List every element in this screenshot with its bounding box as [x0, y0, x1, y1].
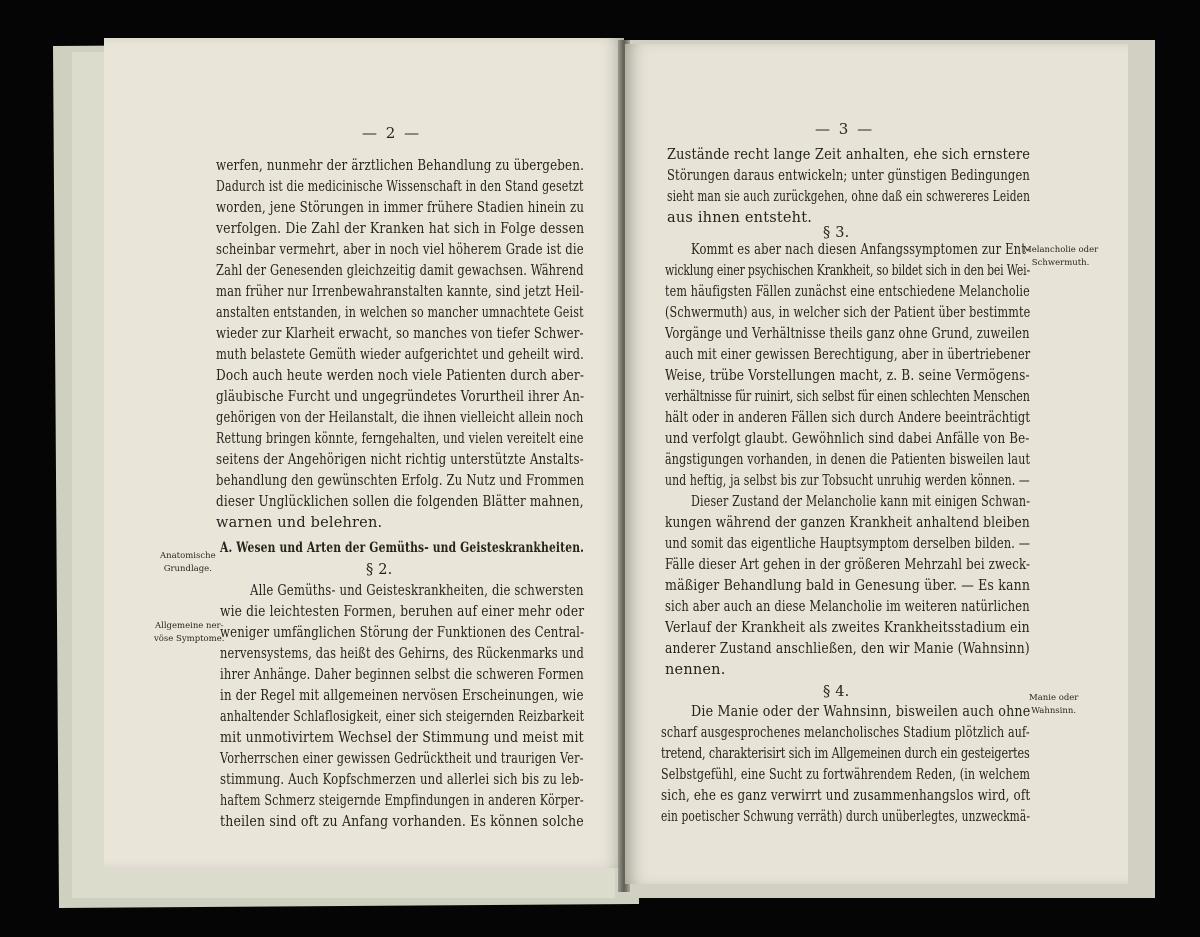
text-line: nervensystems, das heißt des Gehirns, des Rückenmarks und: [220, 646, 584, 662]
section-mark: § 2.: [366, 562, 393, 578]
text-line: Doch auch heute werden noch viele Patienten durch aber-: [216, 368, 585, 384]
text-line: Fälle dieser Art gehen in der größeren Mehrzahl bei zweck-: [665, 557, 1031, 573]
text-line: scharf ausgesprochenes melancholisches Stadium plötzlich auf-: [661, 725, 1030, 741]
left-page-number: — 2 —: [362, 124, 422, 142]
text-line: scheinbar vermehrt, aber in noch viel höherem Grade ist die: [216, 242, 584, 258]
text-line: weniger umfänglichen Störung der Funktionen des Central-: [220, 625, 585, 641]
text-line: seitens der Angehörigen nicht richtig unterstützte Anstalts-: [216, 452, 584, 468]
text-line: Zustände recht lange Zeit anhalten, ehe sich ernstere: [667, 147, 1031, 163]
text-line: nennen.: [665, 662, 726, 678]
text-line: Vorgänge und Verhältnisse theils ganz ohne Grund, zuweilen: [665, 326, 1030, 342]
margin-note-line: Allgemeine ner-: [154, 621, 224, 631]
text-line: in der Regel mit allgemeinen nervösen Erscheinungen, wie: [220, 688, 584, 704]
text-line: aus ihnen entsteht.: [667, 210, 813, 226]
text-line: gläubische Furcht und ungegründetes Vorurtheil ihrer An-: [216, 389, 585, 405]
margin-note-line: Grundlage.: [163, 564, 212, 574]
margin-note-anatomy: [160, 550, 216, 576]
text-line: anhaltender Schlaflosigkeit, einer sich steigernden Reizbarkeit: [220, 709, 585, 725]
text-line: Dadurch ist die medicinische Wissenschaft in den Stand gesetzt: [216, 179, 584, 195]
text-line: mäßiger Behandlung bald in Genesung über. — Es kann: [665, 578, 1031, 594]
left-page: [104, 38, 624, 868]
text-line: mit unmotivirtem Wechsel der Stimmung und meist mit: [220, 730, 584, 746]
text-line: ängstigungen vorhanden, in denen die Patienten bisweilen laut: [665, 452, 1031, 468]
right-page-number: — 3 —: [815, 120, 875, 138]
text-line: dieser Unglücklichen sollen die folgenden Blätter mahnen,: [216, 494, 584, 510]
text-line: und heftig, ja selbst bis zur Tobsucht unruhig werden können. —: [665, 473, 1030, 489]
text-line: worden, jene Störungen in immer frühere Stadien hinein zu: [216, 200, 585, 216]
text-line: auch mit einer gewissen Berechtigung, aber in übertriebener: [665, 347, 1031, 363]
right-page: [625, 44, 1128, 884]
text-line: stimmung. Auch Kopfschmerzen und allerlei sich bis zu leb-: [220, 772, 584, 788]
text-line: anstalten entstanden, in welchen so mancher umnachtete Geist: [216, 305, 584, 321]
text-line: anderer Zustand anschließen, den wir Manie (Wahnsinn): [665, 641, 1030, 657]
text-line: verhältnisse für ruinirt, sich selbst für einen schlechten Menschen: [665, 389, 1030, 405]
text-line: warnen und belehren.: [216, 515, 383, 531]
section-heading: A. Wesen und Arten der Gemüths- und Geisteskrankheiten.: [220, 540, 585, 556]
text-line: Zahl der Genesenden gleichzeitig damit gewachsen. Während: [216, 263, 584, 279]
text-line: Die Manie oder der Wahnsinn, bisweilen auch ohne: [691, 704, 1031, 720]
text-line: theilen sind oft zu Anfang vorhanden. Es können solche: [220, 814, 584, 830]
text-line: Kommt es aber nach diesen Anfangssymptomen zur Ent-: [691, 242, 1031, 258]
margin-note-line: Anatomische: [160, 551, 216, 561]
text-line: muth belastete Gemüth wieder aufgerichtet und geheilt wird.: [216, 347, 584, 363]
text-line: tem häufigsten Fällen zunächst eine entschiedene Melancholie: [665, 284, 1030, 300]
section-mark: § 3.: [823, 225, 850, 241]
text-line: Dieser Zustand der Melancholie kann mit einigen Schwan-: [691, 494, 1031, 510]
text-line: verfolgen. Die Zahl der Kranken hat sich in Folge dessen: [216, 221, 585, 237]
section-mark: § 4.: [823, 684, 850, 700]
text-line: wie die leichtesten Formen, beruhen auf einer mehr oder: [220, 604, 585, 620]
text-line: wieder zur Klarheit erwacht, so manches von tiefer Schwer-: [216, 326, 584, 342]
text-line: Störungen daraus entwickeln; unter günstigen Bedingungen: [667, 168, 1030, 184]
text-line: Selbstgefühl, eine Sucht zu fortwährendem Reden, (in welchem: [661, 767, 1031, 783]
text-line: sich, ehe es ganz verwirrt und zusammenhangslos wird, oft: [661, 788, 1031, 804]
text-line: behandlung den gewünschten Erfolg. Zu Nutz und Frommen: [216, 473, 585, 489]
margin-note-line: Manie oder: [1029, 693, 1079, 703]
text-line: werfen, nunmehr der ärztlichen Behandlung zu übergeben.: [216, 158, 585, 174]
text-line: kungen während der ganzen Krankheit anhaltend bleiben: [665, 515, 1030, 531]
text-line: Weise, trübe Vorstellungen macht, z. B. seine Vermögens-: [665, 368, 1030, 384]
text-line: sich aber auch an diese Melancholie im weiteren natürlichen: [665, 599, 1030, 615]
text-line: wicklung einer psychischen Krankheit, so bildet sich in den bei Wei-: [665, 263, 1030, 279]
margin-note-line: Schwermuth.: [1031, 258, 1090, 268]
margin-note-line: Melancholie oder: [1023, 245, 1099, 255]
text-line: hält oder in anderen Fällen sich durch Andere beeinträchtigt: [665, 410, 1031, 426]
text-line: sieht man sie auch zurückgehen, ohne daß ein schwereres Leiden: [667, 189, 1031, 205]
text-line: (Schwermuth) aus, in welcher sich der Patient über bestimmte: [665, 305, 1031, 321]
text-line: und somit das eigentliche Hauptsymptom derselben bilden. —: [665, 536, 1031, 552]
margin-note-melancholie: [1023, 244, 1098, 270]
text-line: Vorherrschen einer gewissen Gedrücktheit und traurigen Ver-: [220, 751, 584, 767]
text-line: ihrer Anhänge. Daher beginnen selbst die schweren Formen: [220, 667, 584, 683]
text-line: Alle Gemüths- und Geisteskrankheiten, die schwersten: [250, 583, 584, 599]
text-line: gehörigen von der Heilanstalt, die ihnen vielleicht allein noch: [216, 410, 584, 426]
margin-note-symptoms: [154, 620, 224, 646]
margin-note-line: vöse Symptome.: [154, 634, 225, 644]
margin-note-line: Wahnsinn.: [1031, 706, 1077, 716]
text-line: Rettung bringen könnte, ferngehalten, und vielen vereitelt eine: [216, 431, 584, 447]
text-line: Verlauf der Krankheit als zweites Krankheitsstadium ein: [665, 620, 1030, 636]
text-line: haftem Schmerz steigernde Empfindungen in anderen Körper-: [220, 793, 584, 809]
text-line: tretend, charakterisirt sich im Allgemeinen durch ein gesteigertes: [661, 746, 1030, 762]
text-line: und verfolgt glaubt. Gewöhnlich sind dabei Anfälle von Be-: [665, 431, 1030, 447]
margin-note-manie: [1029, 692, 1078, 718]
text-line: man früher nur Irrenbewahranstalten kannte, sind jetzt Heil-: [216, 284, 584, 300]
text-line: ein poetischer Schwung verräth) durch unüberlegtes, unzweckmä-: [661, 809, 1031, 825]
